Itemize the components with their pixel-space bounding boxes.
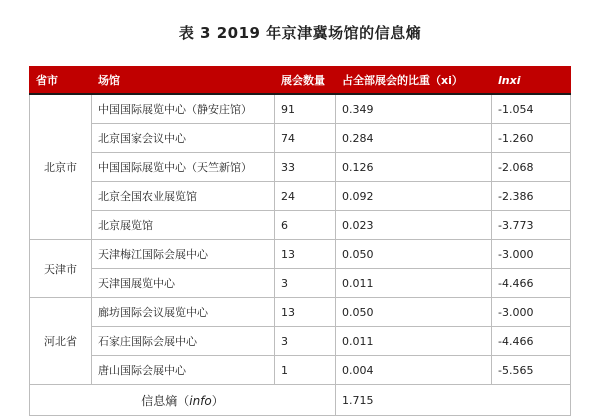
- venue-cell: 石家庄国际会展中心: [92, 327, 275, 356]
- table-row: [30, 94, 571, 124]
- ln-cell: -2.068: [492, 153, 571, 182]
- ln-cell: -1.054: [492, 94, 571, 124]
- ln-cell: -5.565: [492, 356, 571, 385]
- count-cell: 6: [275, 211, 336, 240]
- ln-cell: -3.000: [492, 298, 571, 327]
- venue-cell: 唐山国际会展中心: [92, 356, 275, 385]
- count-cell: 91: [275, 94, 336, 124]
- share-cell: 0.023: [336, 211, 492, 240]
- header-venue: 场馆: [92, 67, 275, 95]
- table-row: [30, 124, 571, 153]
- share-cell: 0.011: [336, 327, 492, 356]
- share-cell: 0.050: [336, 240, 492, 269]
- count-cell: 3: [275, 269, 336, 298]
- table-row: [30, 211, 571, 240]
- province-cell-hebei: 河北省: [30, 298, 92, 385]
- table-row: [30, 240, 571, 269]
- share-cell: 0.092: [336, 182, 492, 211]
- venue-cell: 廊坊国际会议展览中心: [92, 298, 275, 327]
- venue-cell: 北京全国农业展览馆: [92, 182, 275, 211]
- venue-cell: 中国国际展览中心（静安庄馆）: [92, 94, 275, 124]
- table-row: [30, 298, 571, 327]
- ln-cell: -4.466: [492, 269, 571, 298]
- header-share: 占全部展会的比重（xi）: [336, 67, 492, 95]
- share-cell: 0.004: [336, 356, 492, 385]
- header-province: 省市: [30, 67, 92, 95]
- ln-cell: -3.773: [492, 211, 571, 240]
- entropy-label-text: 信息熵（: [141, 393, 190, 408]
- table-header-row: [30, 67, 571, 95]
- table-title: 表 3 2019 年京津冀场馆的信息熵: [178, 24, 422, 42]
- entropy-table: [29, 66, 571, 416]
- share-cell: 0.284: [336, 124, 492, 153]
- share-cell: 0.050: [336, 298, 492, 327]
- header-count: 展会数量: [275, 67, 336, 95]
- count-cell: 74: [275, 124, 336, 153]
- ln-cell: -2.386: [492, 182, 571, 211]
- count-cell: 3: [275, 327, 336, 356]
- venue-cell: 中国国际展览中心（天竺新馆）: [92, 153, 275, 182]
- count-cell: 13: [275, 240, 336, 269]
- venue-cell: 天津国展览中心: [92, 269, 275, 298]
- venue-cell: 北京国家会议中心: [92, 124, 275, 153]
- table-row: [30, 327, 571, 356]
- ln-cell: -3.000: [492, 240, 571, 269]
- table-row: [30, 269, 571, 298]
- share-cell: 0.126: [336, 153, 492, 182]
- share-cell: 0.011: [336, 269, 492, 298]
- count-cell: 1: [275, 356, 336, 385]
- venue-cell: 北京展览馆: [92, 211, 275, 240]
- count-cell: 33: [275, 153, 336, 182]
- count-cell: 24: [275, 182, 336, 211]
- table-row: [30, 356, 571, 385]
- entropy-value: 1.715: [336, 385, 571, 416]
- count-cell: 13: [275, 298, 336, 327]
- entropy-label-end: ）: [211, 393, 224, 408]
- ln-cell: -1.260: [492, 124, 571, 153]
- entropy-label: [30, 385, 336, 416]
- table-row: [30, 182, 571, 211]
- entropy-symbol: info: [189, 393, 212, 408]
- province-cell-tianjin: 天津市: [30, 240, 92, 298]
- province-cell-beijing: 北京市: [30, 94, 92, 240]
- header-ln: lnxi: [492, 67, 571, 95]
- venue-cell: 天津梅江国际会展中心: [92, 240, 275, 269]
- entropy-row: [30, 385, 571, 416]
- share-cell: 0.349: [336, 94, 492, 124]
- ln-cell: -4.466: [492, 327, 571, 356]
- table-row: [30, 153, 571, 182]
